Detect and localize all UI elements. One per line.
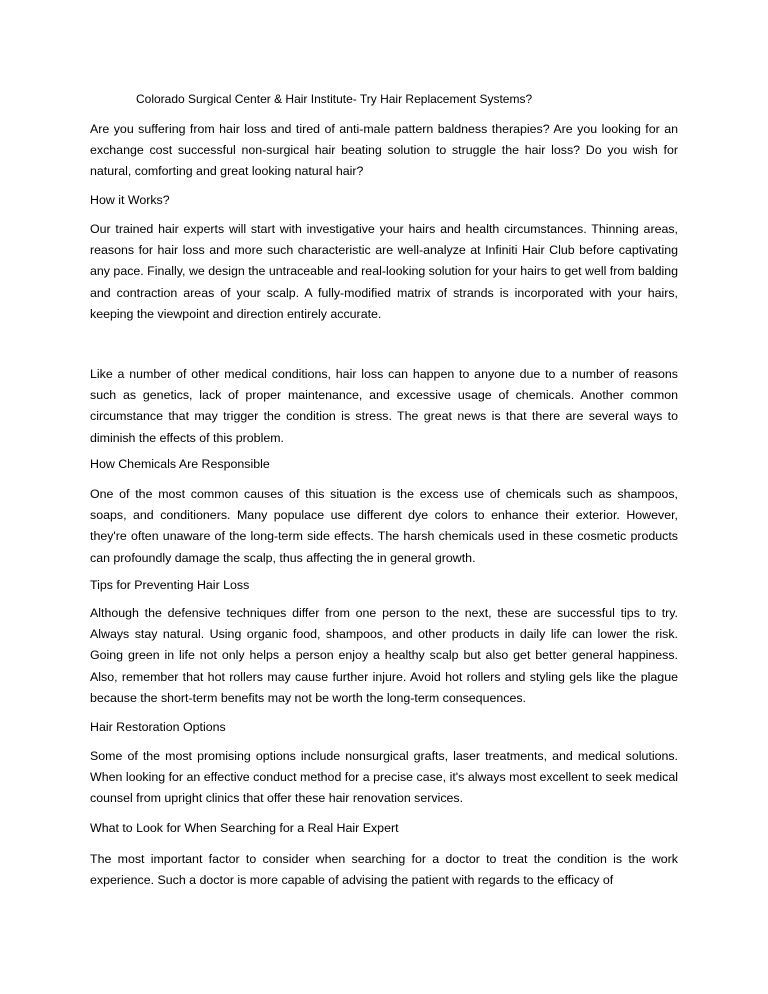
intro-paragraph: Are you suffering from hair loss and tired of anti-male pattern baldness therapies? Are you looking for an exchange cost successful non-surgical hair beating solution to struggle the hair loss? Do you wish for natural, comforting and great looking natural hair? bbox=[90, 122, 678, 179]
how-it-works-paragraph: Our trained hair experts will start with investigative your hairs and health circumstances. Thinning areas, reasons for hair loss and more such characteristic are well-analyze at Infiniti Hair Club before captivating any pace. Finally, we design the untraceable and real-looking solution for your hairs to get well from balding and contraction areas of your scalp. A fully-modified matrix of strands is incorporated with your hairs, keeping the viewpoint and direction entirely accurate. bbox=[90, 222, 678, 321]
how-it-works-heading: How it Works? bbox=[90, 193, 170, 207]
document-title: Colorado Surgical Center & Hair Institute- Try Hair Replacement Systems? bbox=[136, 92, 533, 106]
restoration-paragraph: Some of the most promising options include nonsurgical grafts, laser treatments, and medical solutions. When looking for an effective conduct method for a precise case, it's always most excellent to seek medical counsel from upright clinics that offer these hair renovation services. bbox=[90, 749, 678, 806]
restoration-heading: Hair Restoration Options bbox=[90, 720, 226, 734]
expert-paragraph: The most important factor to consider when searching for a doctor to treat the condition is the work experience. Such a doctor is more capable of advising the patient with regards to the efficacy of bbox=[90, 852, 678, 888]
chemicals-heading: How Chemicals Are Responsible bbox=[90, 457, 270, 471]
tips-heading: Tips for Preventing Hair Loss bbox=[90, 578, 250, 592]
tips-paragraph: Although the defensive techniques differ from one person to the next, these are successful tips to try. Always stay natural. Using organic food, shampoos, and other products in daily life can lower the risk. Going green in life not only helps a person enjoy a healthy scalp but also get better general happiness. Also, remember that hot rollers may cause further injure. Avoid hot rollers and styling gels like the plague because the short-term benefits may not be worth the long-term consequences. bbox=[90, 606, 678, 705]
expert-heading: What to Look for When Searching for a Real Hair Expert bbox=[90, 821, 399, 835]
chemicals-paragraph: One of the most common causes of this situation is the excess use of chemicals such as shampoos, soaps, and conditioners. Many populace use different dye colors to enhance their exterior. However, they're often unaware of the long-term side effects. The harsh chemicals used in these cosmetic products can profoundly damage the scalp, thus affecting the in general growth. bbox=[90, 487, 678, 565]
medical-conditions-paragraph: Like a number of other medical conditions, hair loss can happen to anyone due to a number of reasons such as genetics, lack of proper maintenance, and excessive usage of chemicals. Another common circumstance that may trigger the condition is stress. The great news is that there are several ways to diminish the effects of this problem. bbox=[90, 367, 678, 445]
